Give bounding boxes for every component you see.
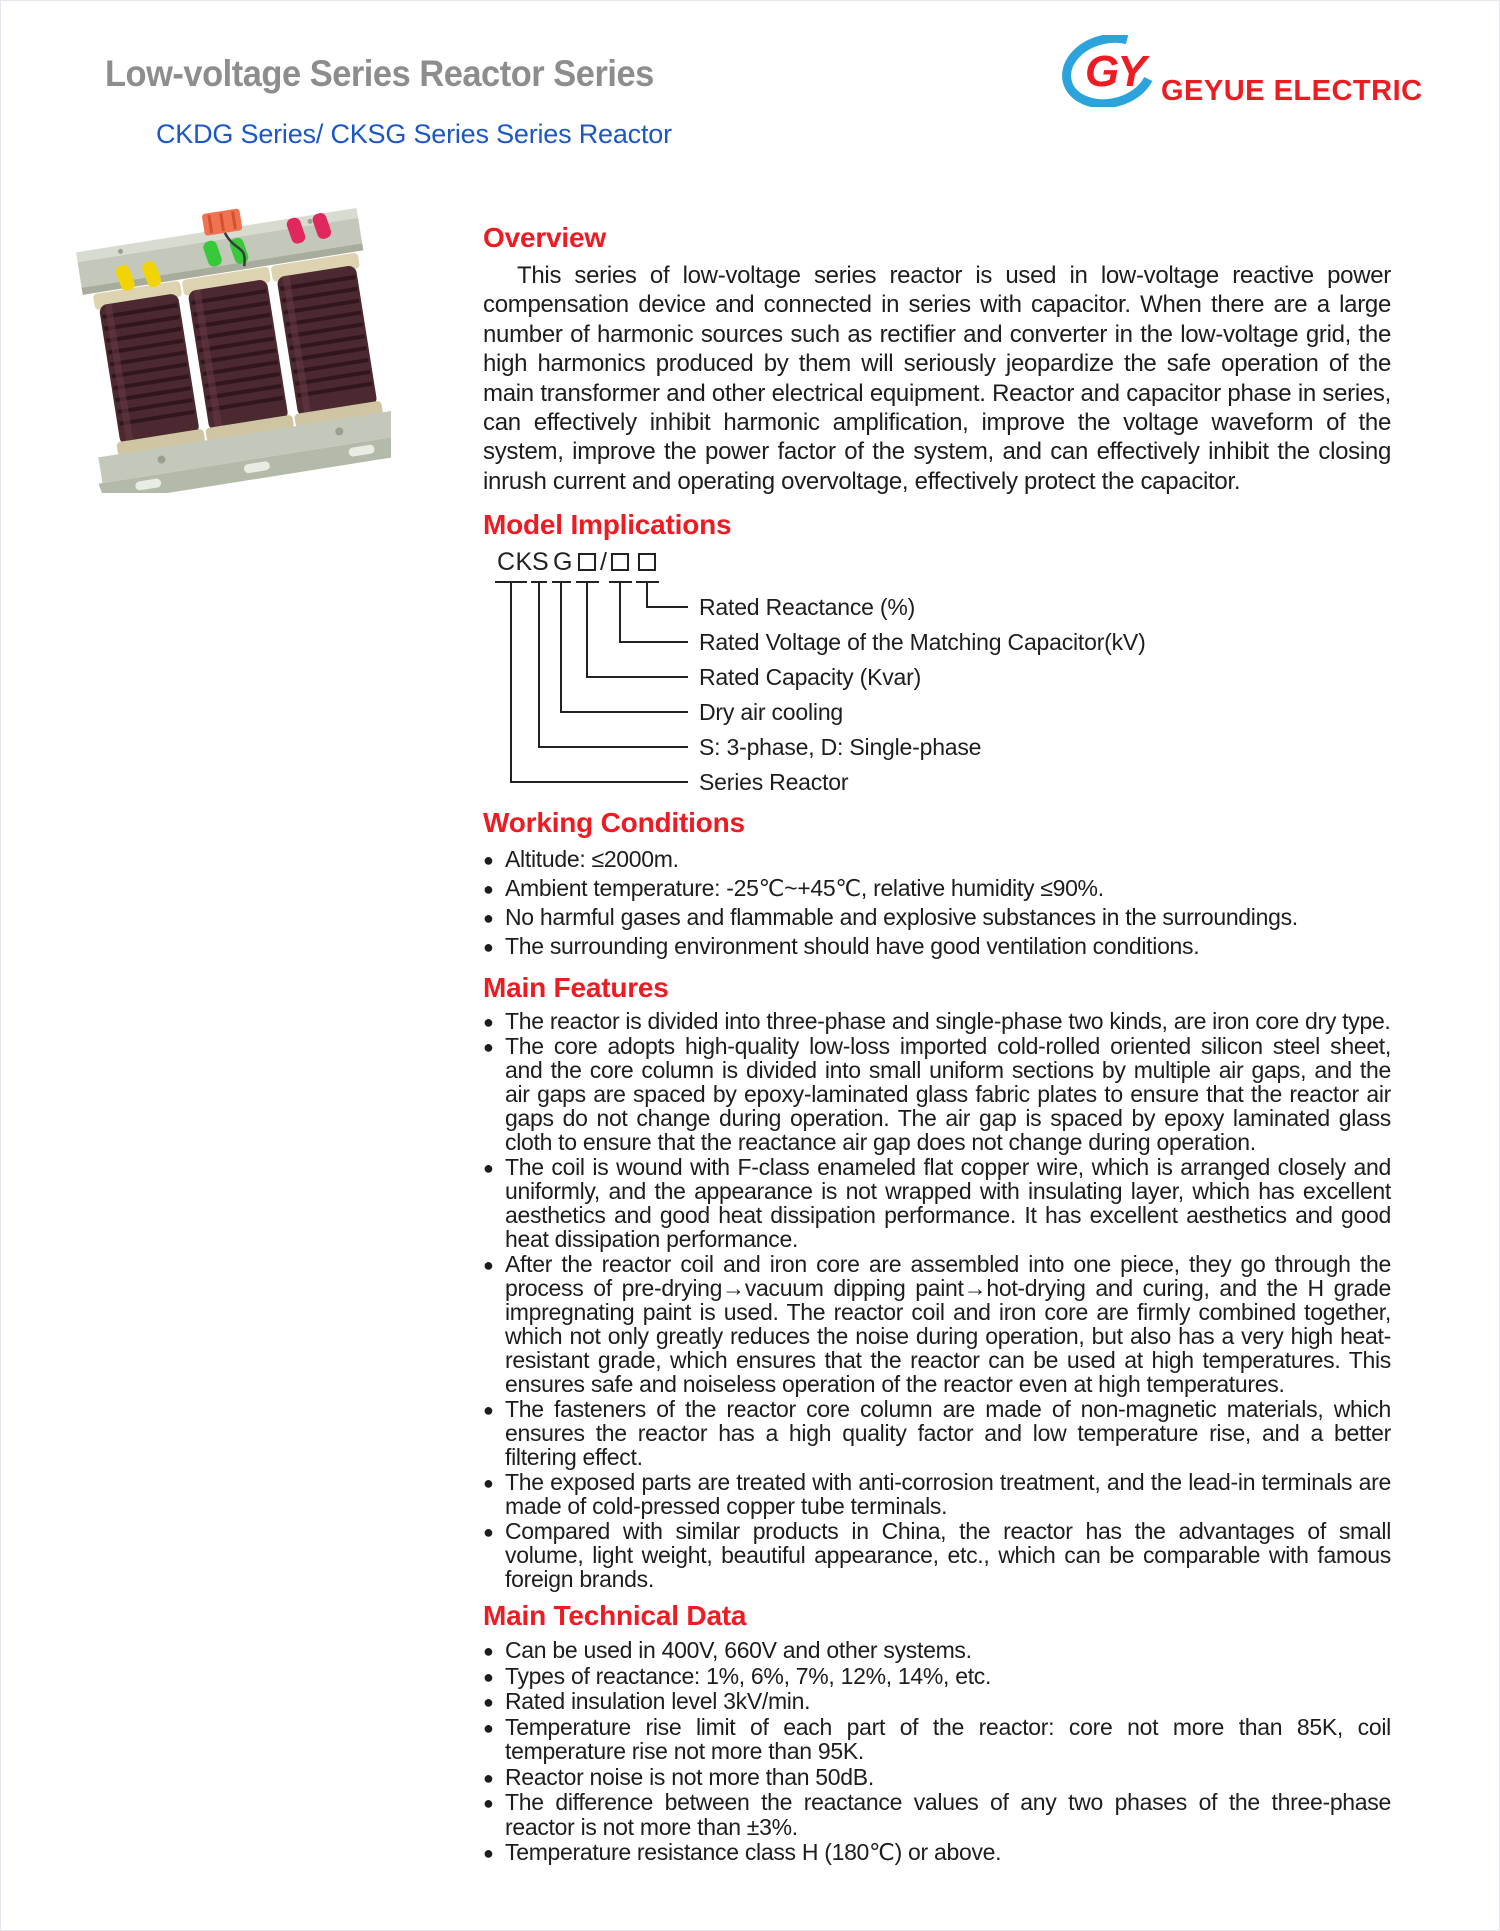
main-features-list (483, 1009, 1391, 1591)
page-subtitle: CKDG Series/ CKSG Series Series Reactor (156, 119, 672, 149)
overview-paragraph: This series of low-voltage series reactor is used in low-voltage reactive power compensation device and connected in series with capacitor. When there are a large number of harmonic sources such as rectifier and converter in the low-voltage grid, the high harmonics produced by them will seriously jeopardize the safe operation of the main transformer and other electrical equipment. Reactor and capacitor phase in series, can effectively inhibit harmonic amplification, improve the voltage waveform of the system, improve the power factor of the system, and can effectively inhibit the closing inrush current and operating overvoltage, effectively protect the capacitor. (483, 262, 1391, 495)
bullet-item: ● Can be used in 400V, 660V and other systems. (483, 1638, 1391, 1663)
section-heading-overview: Overview (483, 222, 606, 253)
bullet-item: ● The difference between the reactance values of any two phases of the three-phase reactor is not more than ±3%. (483, 1790, 1391, 1839)
section-heading-working: Working Conditions (483, 807, 745, 839)
bullet-item: ● The core adopts high-quality low-loss imported cold-rolled oriented silicon steel sheet, and the core column is divided into small uniform sections by multiple air gaps, and the air gaps are spaced by epoxy-laminated glass fabric plates to ensure that the reactor air gaps do not change during operation. The air gap is spaced by epoxy laminated glass cloth to ensure that the reactance air gap does not change during operation. (483, 1034, 1391, 1154)
bullet-item: ● The coil is wound with F-class enameled flat copper wire, which is arranged closely and uniformly, and the appearance is not wrapped with insulating layer, which has excellent aesthetics and good heat dissipation performance. It has excellent aesthetics and good heat dissipation performance. (483, 1155, 1391, 1251)
diagram-label-capacity: Rated Capacity (Kvar) (699, 664, 922, 691)
page-title: Low-voltage Series Reactor Series (105, 53, 654, 94)
bullet-item: ● Altitude: ≤2000m. (483, 847, 1391, 871)
model-implications-diagram (483, 549, 1391, 801)
bullet-item: ● The exposed parts are treated with anti-corrosion treatment, and the lead-in terminals are made of cold-pressed copper tube terminals. (483, 1470, 1391, 1518)
logo-monogram: GY (1085, 47, 1145, 96)
bullet-item: ● Rated insulation level 3kV/min. (483, 1689, 1391, 1714)
bullet-item: ● The fasteners of the reactor core column are made of non-magnetic materials, which ensures the reactor has a high quality factor and low temperature rise, and a better filtering effect. (483, 1397, 1391, 1469)
diagram-label-series: Series Reactor (699, 769, 849, 796)
bullet-item: ● Ambient temperature: -25℃~+45℃, relative humidity ≤90%. (483, 876, 1391, 900)
section-heading-model: Model Implications (483, 509, 732, 541)
bullet-item: ● Reactor noise is not more than 50dB. (483, 1765, 1391, 1790)
model-symbol-g: G (553, 548, 573, 577)
model-separator: / (600, 548, 608, 577)
logo-company-name: GEYUE ELECTRIC (1161, 75, 1423, 107)
bullet-item: ● No harmful gases and flammable and explosive substances in the surroundings. (483, 905, 1391, 929)
diagram-lines (483, 549, 1391, 801)
diagram-label-reactance: Rated Reactance (%) (699, 594, 916, 621)
diagram-label-cooling: Dry air cooling (699, 699, 843, 726)
bullet-item: ● The surrounding environment should have good ventilation conditions. (483, 934, 1391, 958)
model-box-2 (611, 553, 629, 571)
bullet-item: ● The reactor is divided into three-phase and single-phase two kinds, are iron core dry type. (483, 1009, 1391, 1033)
working-conditions-list (483, 847, 1391, 958)
technical-data-list (483, 1638, 1391, 1865)
product-photo (71, 173, 391, 493)
diagram-label-voltage: Rated Voltage of the Matching Capacitor(kV) (699, 629, 1146, 656)
diagram-label-phase: S: 3-phase, D: Single-phase (699, 734, 982, 761)
model-box-3 (638, 553, 656, 571)
reactor-illustration (71, 188, 391, 493)
bullet-item: ● Compared with similar products in China, the reactor has the advantages of small volume, light weight, beautiful appearance, etc., which can be comparable with famous foreign brands. (483, 1519, 1391, 1591)
section-heading-technical: Main Technical Data (483, 1600, 747, 1632)
bullet-item: ● After the reactor coil and iron core are assembled into one piece, they go through the process of pre-drying→vacuum dipping paint→hot-drying and curing, and the H grade impregnating paint is used. The reactor coil and iron core are firmly combined together, which not only greatly reduces the noise during operation, but also has a very high heat-resistant grade, which ensures that the reactor can be used at high temperatures. This ensures safe and noiseless operation of the reactor even at high temperatures. (483, 1252, 1391, 1396)
bullet-item: ● Temperature rise limit of each part of the reactor: core not more than 85K, coil temperature rise not more than 95K. (483, 1715, 1391, 1764)
coil-middle (182, 266, 295, 442)
model-symbol-s: S (532, 548, 550, 577)
coil-left (93, 280, 206, 456)
main-content (483, 209, 1391, 1866)
bullet-item: ● Types of reactance: 1%, 6%, 7%, 12%, 14%, etc. (483, 1664, 1391, 1689)
bullet-item: ● Temperature resistance class H (180℃) or above. (483, 1840, 1391, 1865)
model-box-1 (578, 553, 596, 571)
model-symbol-ck: CK (497, 548, 533, 577)
company-logo (1061, 35, 1451, 107)
coil-right (271, 252, 384, 428)
section-heading-features: Main Features (483, 972, 669, 1004)
